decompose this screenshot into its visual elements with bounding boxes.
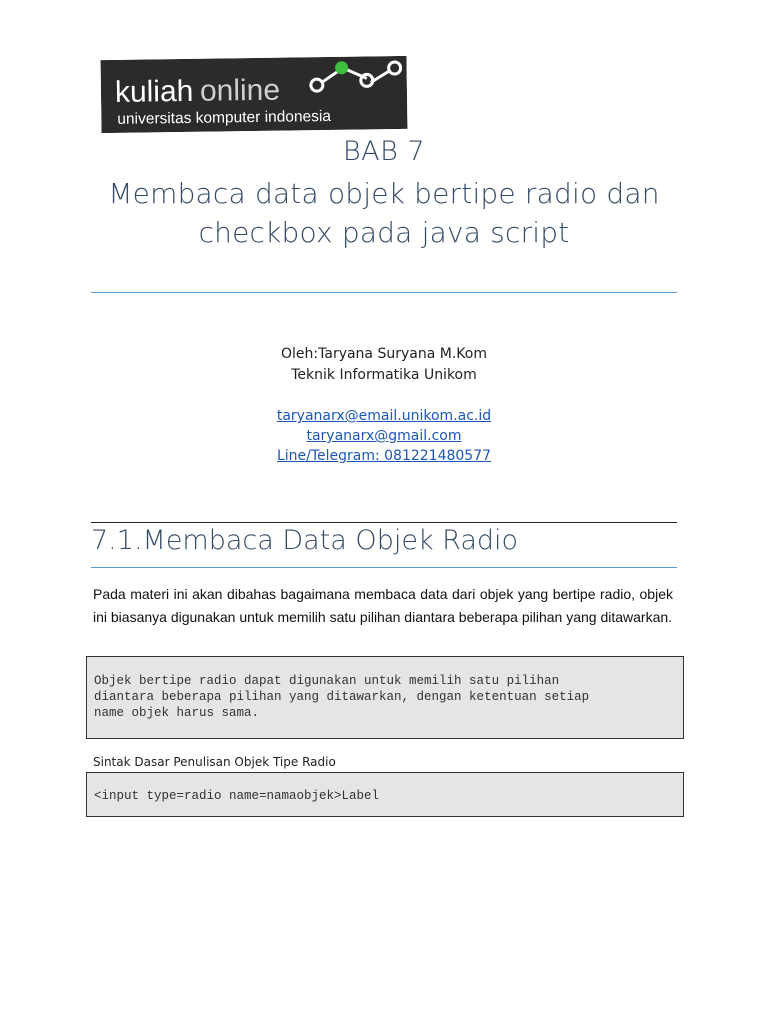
chapter-title <box>0 174 768 252</box>
line-telegram-link[interactable]: Line/Telegram: 081221480577 <box>276 448 492 464</box>
chapter-number: BAB 7 <box>342 136 426 167</box>
logo-brand-accent: online <box>199 73 281 108</box>
logo-brand-main: kuliah <box>114 74 194 109</box>
title-divider <box>91 292 677 293</box>
syntax-code-box: <input type=radio name=namaobjek>Label <box>86 772 684 817</box>
chapter-title-line1: Membaca data objek bertipe radio dan <box>108 177 660 210</box>
email-link-gmail[interactable]: taryanarx@gmail.com <box>306 428 462 444</box>
kuliahonline-logo <box>101 56 408 133</box>
section-top-rule <box>91 522 677 523</box>
section-bottom-rule <box>91 567 677 568</box>
section-heading: 7.1.Membaca Data Objek Radio <box>91 525 519 556</box>
author-byline: Oleh:Taryana Suryana M.Kom <box>281 346 487 362</box>
logo-tagline: universitas komputer indonesia <box>117 107 332 128</box>
note-box: Objek bertipe radio dapat digunakan untuk memilih satu pilihan diantara beberapa pilihan yang ditawarkan, dengan ketentuan setiap name objek harus sama. <box>86 656 684 739</box>
chapter-title-line2: checkbox pada java script <box>198 216 570 249</box>
email-link-unikom[interactable]: taryanarx@email.unikom.ac.id <box>276 408 492 424</box>
syntax-caption: Sintak Dasar Penulisan Objek Tipe Radio <box>93 755 336 769</box>
section-paragraph: Pada materi ini akan dibahas bagaimana membaca data dari objek yang bertipe radio, objek ini biasanya digunakan untuk memilih satu pilihan diantara beberapa pilihan yang ditawarkan. <box>93 586 673 625</box>
author-affiliation: Teknik Informatika Unikom <box>291 367 477 383</box>
